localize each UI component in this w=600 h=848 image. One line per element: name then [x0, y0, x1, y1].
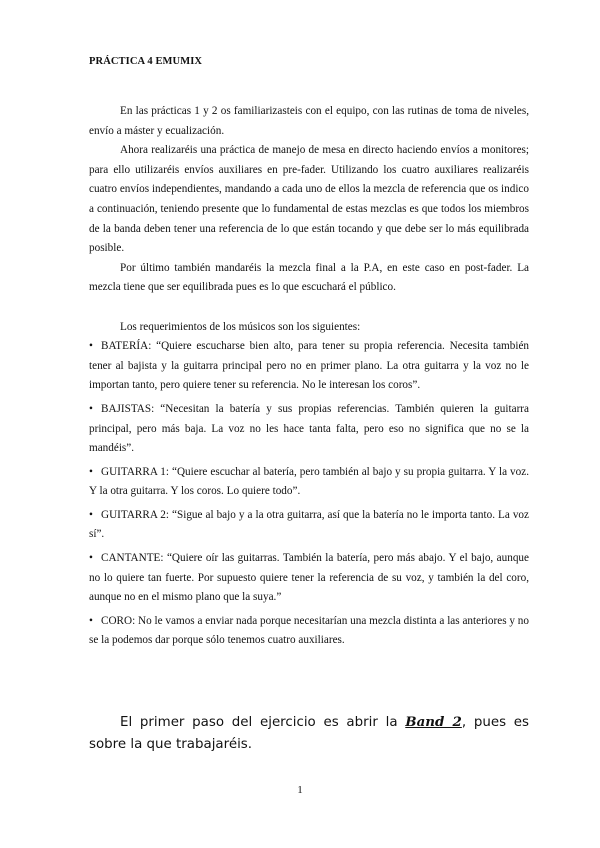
bullet-icon: •	[89, 402, 93, 415]
band-reference: Band 2	[405, 714, 462, 730]
final-text-after: , pues es sobre la que trabajaréis.	[89, 715, 529, 752]
document-title: PRÁCTICA 4 EMUMIX	[89, 56, 203, 67]
requirements-intro: Los requerimientos de los músicos son los siguientes:	[120, 320, 361, 333]
final-instruction	[89, 711, 529, 756]
paragraph-3: Por último también mandaréis la mezcla final a la P.A, en este caso en post-fader. La mezcla tiene que ser equilibrada pues es lo que escuchará el público.	[89, 261, 529, 294]
requirement-text: BATERÍA: “Quiere escucharse bien alto, para tener su propia referencia. Necesita también tener al bajista y la guitarra principal pero no en primer plano. La otra guitarra y la voz no le importan tanto, pero quiere tener su referencia. No le interesan los coros”.	[89, 340, 529, 392]
requirement-text: CORO: No le vamos a enviar nada porque necesitarían una mezcla distinta a las anteriores y no se la podemos dar porque sólo tenemos cuatro auxiliares.	[89, 614, 529, 647]
requirement-guitarra-1	[89, 463, 529, 502]
requirement-text: CANTANTE: “Quiere oír las guitarras. También la batería, pero más abajo. Y el bajo, aunque no lo quiere tan fuerte. Por supuesto quiere tener la referencia de su voz, y también la del coro, aunque no en el mismo plano que la suya.”	[89, 552, 529, 604]
bullet-icon: •	[89, 508, 93, 521]
requirement-text: BAJISTAS: “Necesitan la batería y sus propias referencias. También quieren la guitarra principal, pero más baja. La voz no les hace tanta falta, pero eso no significa que no se la mandéis”.	[89, 402, 529, 455]
bullet-icon: •	[89, 465, 93, 478]
bullet-icon: •	[89, 340, 93, 353]
requirement-text: GUITARRA 1: “Quiere escuchar al batería, pero también al bajo y su propia guitarra. Y la voz. Y la otra guitarra. Y los coros. Lo quiere todo”.	[89, 465, 529, 498]
requirement-bajistas	[89, 400, 529, 459]
requirement-text: GUITARRA 2: “Sigue al bajo y a la otra guitarra, así que la batería no le importa tanto. La voz sí”.	[89, 508, 529, 541]
requirement-bateria	[89, 337, 529, 396]
paragraph-1: En las prácticas 1 y 2 os familiarizasteis con el equipo, con las rutinas de toma de niveles, envío a máster y ecualización.	[89, 105, 529, 137]
document-body	[89, 102, 529, 651]
requirement-guitarra-2	[89, 506, 529, 545]
page-number: 1	[297, 784, 303, 796]
paragraph-2: Ahora realizaréis una práctica de manejo de mesa en directo haciendo envíos a monitores; para ello utilizaréis envíos auxiliares en pre-fader. Utilizando los cuatro auxiliares realizaréis cuatro envíos independientes, mandando a cada uno de ellos la mezcla de referencia que os indico a continuación, teniendo presente que lo fundamental de estas mezclas es que todos los miembros de la banda deben tener una referencia de lo que están tocando y que debe ser lo más equilibrada posible.	[89, 144, 529, 255]
final-text-before: El primer paso del ejercicio es abrir la	[120, 715, 406, 730]
requirement-coro	[89, 612, 529, 651]
bullet-icon: •	[89, 614, 93, 627]
bullet-icon: •	[89, 552, 93, 565]
requirement-cantante	[89, 549, 529, 608]
